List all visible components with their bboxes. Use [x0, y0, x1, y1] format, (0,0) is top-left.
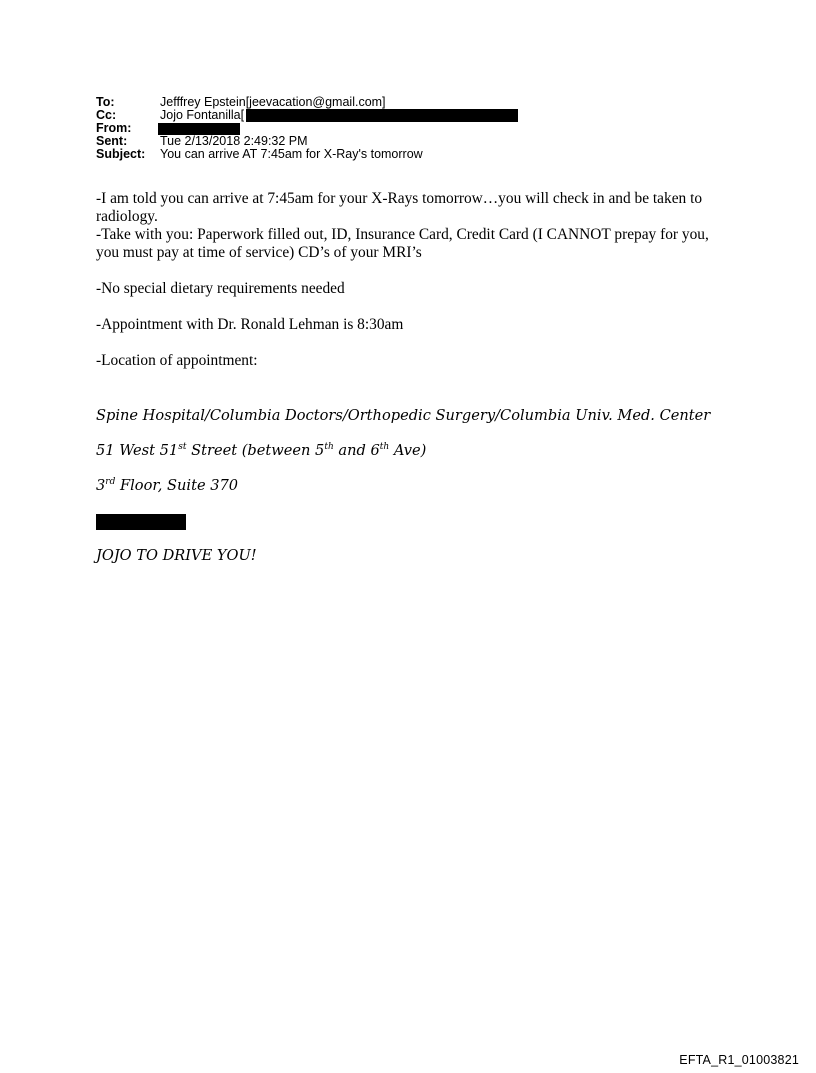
- body-paragraph-dietary: -No special dietary requirements needed: [96, 280, 345, 297]
- subject-value: You can arrive AT 7:45am for X-Ray's tomorrow: [160, 147, 423, 161]
- address-sup-3: th: [379, 442, 390, 452]
- email-body: [96, 190, 726, 370]
- cc-redaction-box: [246, 109, 518, 122]
- address-sup-2: th: [324, 442, 334, 452]
- address-part-3: and 6: [333, 442, 380, 459]
- cc-value: Jojo Fontanilla[: [160, 108, 245, 122]
- subject-row: [96, 148, 518, 161]
- cc-label: Cc:: [96, 108, 117, 122]
- document-id-footer: EFTA_R1_01003821: [679, 1053, 799, 1067]
- address-part-1: 51 West 51: [96, 442, 179, 459]
- address-part-2: Street (between 5: [186, 442, 325, 459]
- location-line-floor: [96, 477, 238, 495]
- address-part-4: Ave): [389, 442, 427, 459]
- body-paragraph-appointment: -Appointment with Dr. Ronald Lehman is 8:30am: [96, 316, 404, 333]
- floor-part-2: Floor, Suite 370: [115, 477, 239, 494]
- body-paragraph-location-intro: -Location of appointment:: [96, 352, 258, 369]
- sent-label: Sent:: [96, 134, 128, 148]
- to-value: Jefffrey Epstein[jeevacation@gmail.com]: [160, 95, 386, 109]
- closing-line: JOJO TO DRIVE YOU!: [96, 547, 257, 564]
- floor-part-1: 3: [96, 477, 106, 494]
- phone-redaction-box: [96, 514, 186, 530]
- from-label: From:: [96, 121, 132, 135]
- location-line-facility: Spine Hospital/Columbia Doctors/Orthopedic Surgery/Columbia Univ. Med. Center: [96, 407, 711, 424]
- address-sup-1: st: [178, 442, 187, 452]
- body-paragraph-take-with-you: -Take with you: Paperwork filled out, ID, Insurance Card, Credit Card (I CANNOT prepay for you, you must pay at time of service) CD’s of your MRI’s: [96, 226, 709, 261]
- cc-row: [96, 109, 518, 122]
- sent-value: Tue 2/13/2018 2:49:32 PM: [160, 134, 308, 148]
- floor-sup: rd: [105, 477, 116, 487]
- body-paragraph-arrival: -I am told you can arrive at 7:45am for your X-Rays tomorrow…you will check in and be taken to radiology.: [96, 190, 703, 225]
- location-line-address: [96, 442, 426, 460]
- to-label: To:: [96, 95, 115, 109]
- email-header: [96, 96, 518, 161]
- subject-label: Subject:: [96, 147, 146, 161]
